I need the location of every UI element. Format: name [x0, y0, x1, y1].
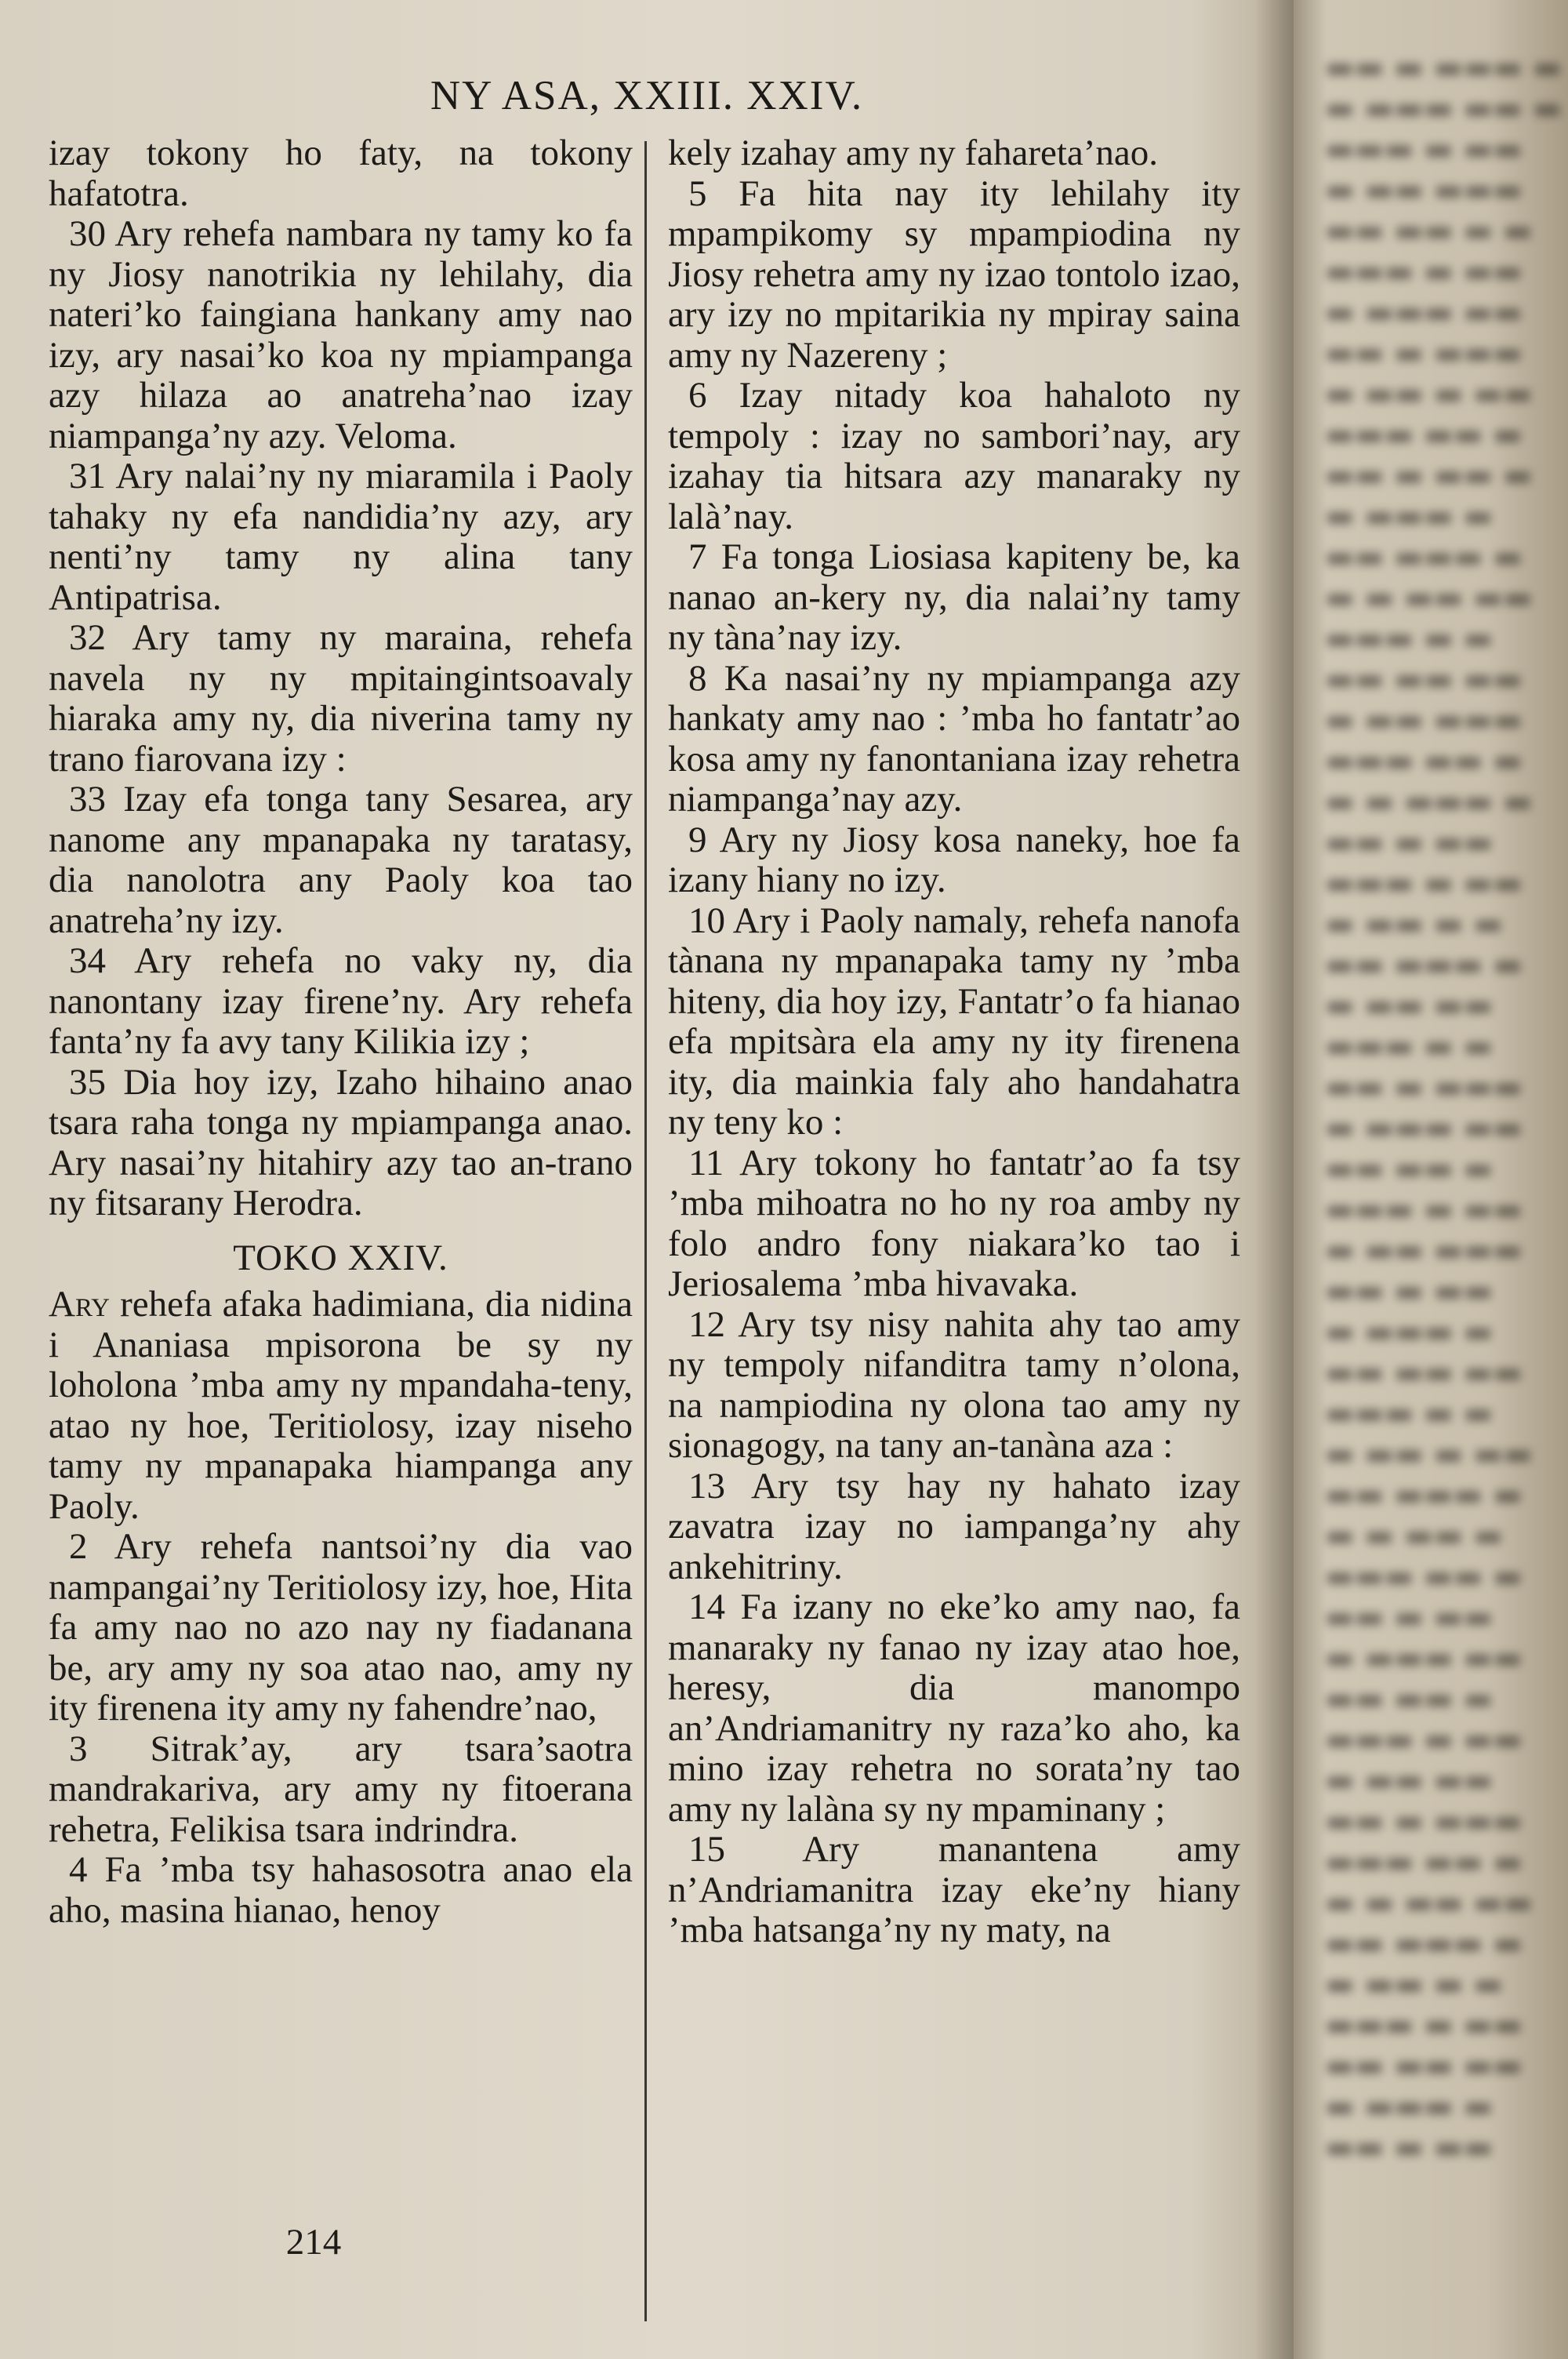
verse: 35 Dia hoy izy, Izaho hihaino anao tsara raha tonga ny mpiampanga anao. Ary nasai’ny hitahiry azy tao an-trano ny fitsarany Herodra. — [49, 1061, 633, 1223]
paragraph: kely izahay amy ny fahareta’nao. — [668, 133, 1159, 173]
verse: 2 Ary rehefa nantsoi’ny dia vao nampangai’ny Teritiolosy izy, hoe, Hita fa amy nao no azo nay ny fiadanana be, ary amy ny soa atao nao, amy ny ity firenena ity amy ny fahendre’nao, — [49, 1526, 633, 1728]
page-number: 214 — [285, 2222, 342, 2263]
verse: 13 Ary tsy hay ny hahato izay zavatra izay no iampanga’ny ahy ankehitriny. — [668, 1465, 1240, 1587]
blurred-text-texture: ▬▬ ▬ ▬▬▬ ▬ ▬ ▬▬▬ ▬▬ ▬ ▬▬▬ ▬ ▬▬ ▬ ▬▬ ▬▬▬ ▬▬ ▬▬ ▬ ▬ ▬▬▬ ▬ ▬▬ ▬ ▬▬▬ ▬▬ ▬▬ ▬ ▬▬▬ ▬ ▬▬ ▬ ▬▬ ▬▬▬ ▬▬ ▬ ▬▬ ▬ ▬▬ ▬ ▬ ▬▬▬ ▬ ▬▬ ▬▬▬ ▬ ▬ ▬ ▬▬ ▬▬ ▬▬▬ ▬ ▬ ▬▬ ▬▬ ▬▬ ▬ ▬▬ ▬▬▬ ▬▬▬ ▬▬ ▬ ▬ ▬ ▬▬▬ ▬ ▬▬ ▬ ▬▬ ▬▬▬ ▬ ▬▬ ▬ ▬▬ ▬ ▬ ▬▬ ▬▬▬ ▬ ▬ ▬▬ ▬▬ ▬▬▬ ▬ ▬ ▬▬ ▬ ▬▬▬ ▬ ▬▬▬ ▬▬ ▬▬ ▬▬ ▬ ▬▬▬ ▬ ▬▬ ▬ ▬▬ ▬▬▬ ▬▬ ▬ ▬▬ ▬ ▬▬▬ ▬ ▬▬ ▬▬ ▬▬ ▬▬▬ ▬ ▬ ▬ ▬▬ ▬ ▬▬ ▬▬ ▬▬▬ ▬ ▬ ▬ ▬▬ ▬ ▬▬▬ ▬▬ ▬ ▬▬ ▬ ▬▬ ▬ ▬▬▬ ▬▬ ▬▬ ▬▬ ▬ ▬▬▬ ▬ ▬▬ ▬ ▬▬ ▬▬ ▬▬ ▬ ▬▬▬ ▬▬▬ ▬▬ ▬ ▬ ▬ ▬▬ ▬▬ ▬▬ ▬▬▬ ▬ ▬ ▬▬ ▬ ▬ ▬▬▬ ▬ ▬▬ ▬▬ ▬▬ ▬▬ ▬ ▬▬▬ ▬ ▬▬ ▬ ▬▬ — [1325, 49, 1563, 2165]
verse: 31 Ary nalai’ny ny miaramila i Paoly tahaky ny efa nandidia’ny azy, ary nenti’ny tamy ny alina tany Antipatrisa. — [49, 456, 633, 618]
verse: 5 Fa hita nay ity lehilahy ity mpampikomy sy mpampiodina ny Jiosy rehetra amy ny izao tontolo izao, ary izy no mpitarikia ny mpiray saina amy ny Nazereny ; — [668, 173, 1240, 376]
chapter-opening-text: rehefa afaka hadimiana, dia nidina i Ananiasa mpisorona be sy ny loholona ’mba amy ny mpandaha-teny, atao ny hoe, Teritiolosy, izay niseho tamy ny mpanapaka hiampanga any Paoly. — [49, 1284, 633, 1527]
chapter-heading — [49, 1238, 633, 1279]
verse: 14 Fa izany no eke’ko amy nao, fa manaraky ny fanao ny izay atao hoe, heresy, dia manompo an’Andriamanitry ny raza’ko aho, ka mino izay rehetra no sorata’ny tao amy ny lalàna sy ny mpaminany ; — [668, 1587, 1240, 1830]
running-head: NY ASA, XXIII. XXIV. — [430, 73, 864, 118]
verse: 30 Ary rehefa nambara ny tamy ko fa ny Jiosy nanotrikia ny lehilahy, dia nateri’ko faingiana hankany amy nao izy, ary nasai’ko koa ny mpiampanga azy hilaza ao anatreha’nao izay niampanga’ny azy. Veloma. — [49, 213, 633, 456]
verse: 11 Ary tokony ho fantatr’ao fa tsy ’mba mihoatra no ho ny roa amby ny folo andro fony niakara’ko tao i Jeriosalema ’mba hivavaka. — [668, 1142, 1240, 1304]
verse: 4 Fa ’mba tsy hahasosotra anao ela aho, masina hianao, henoy — [49, 1849, 633, 1931]
verse: 33 Izay efa tonga tany Sesarea, ary nanome any mpanapaka ny taratasy, dia nanolotra any Paoly koa tao anatreha’ny izy. — [49, 779, 633, 941]
adjacent-page-blurred — [1294, 0, 1568, 2359]
verse: 7 Fa tonga Liosiasa kapiteny be, ka nanao an-kery ny, dia nalai’ny tamy ny tàna’nay izy. — [668, 536, 1240, 658]
verse: 15 Ary manantena amy n’Andriamanitra izay eke’ny hiany ’mba hatsanga’ny ny maty, na — [668, 1829, 1240, 1950]
verse: 8 Ka nasai’ny ny mpiampanga azy hankaty amy nao : ’mba ho fantatr’ao kosa amy ny fanontaniana izay rehetra niampanga’nay azy. — [668, 657, 1240, 820]
verse: 34 Ary rehefa no vaky ny, dia nanontany izay firene’ny. Ary rehefa fanta’ny fa avy tany Kilikia izy ; — [49, 940, 633, 1062]
verse: 10 Ary i Paoly namaly, rehefa nanofa tànana ny mpanapaka tamy ny ’mba hiteny, dia hoy izy, Fantatr’o fa hianao efa mpitsàra ela amy ny ity firenena ity, dia mainkia faly aho handahatra ny teny ko : — [668, 900, 1240, 1143]
right-column — [668, 133, 1240, 1951]
paragraph: izay tokony ho faty, na tokony hafatotra. — [49, 133, 633, 214]
verse: 9 Ary ny Jiosy kosa naneky, hoe fa izany hiany no izy. — [668, 819, 1240, 900]
chapter-first-word: Ary — [49, 1284, 110, 1325]
verse: 6 Izay nitady koa hahaloto ny tempoly : izay no sambori’nay, ary izahay tia hitsara azy manaraky ny lalà’nay. — [668, 375, 1240, 537]
verse: 3 Sitrak’ay, ary tsara’saotra mandrakariva, ary amy ny fitoerana rehetra, Felikisa tsara indrindra. — [49, 1728, 633, 1850]
left-column — [49, 133, 633, 1931]
chapter-heading-text: TOKO XXIV. — [233, 1237, 448, 1278]
column-rule — [644, 141, 647, 2321]
verse: 32 Ary tamy ny maraina, rehefa navela ny ny mpitaingintsoavaly hiaraka amy ny, dia niverina tamy ny trano fiarovana izy : — [49, 617, 633, 780]
verse: 12 Ary tsy nisy nahita ahy tao amy ny tempoly nifanditra tamy n’olona, na nampiodina ny olona tao amy ny sionagogy, na tany an-tanàna aza : — [668, 1303, 1240, 1466]
chapter-opening — [49, 1285, 633, 1527]
